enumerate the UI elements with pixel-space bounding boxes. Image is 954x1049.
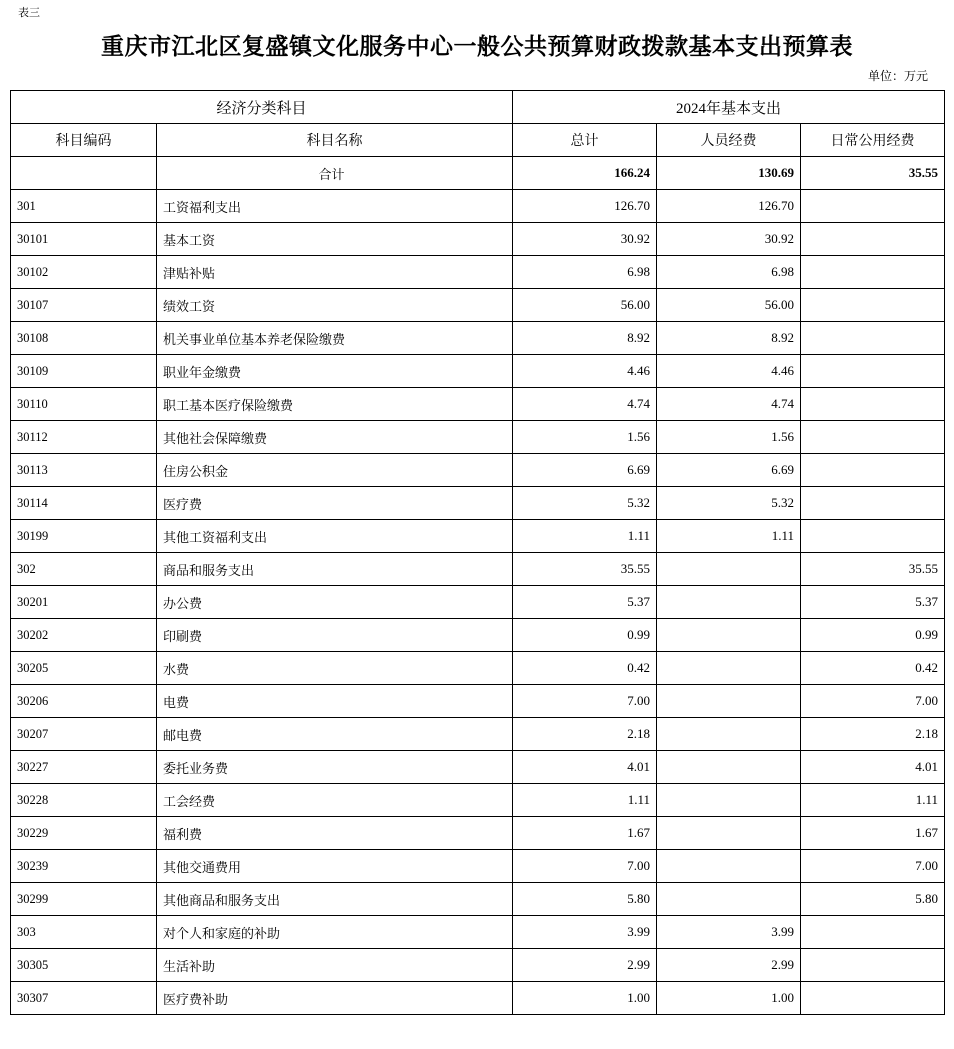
header-group-economic-category: 经济分类科目 <box>11 91 513 124</box>
cell-code: 30227 <box>11 751 157 784</box>
cell-total: 5.37 <box>513 586 657 619</box>
table-row <box>11 520 945 553</box>
cell-total: 1.56 <box>513 421 657 454</box>
cell-staff <box>657 883 801 916</box>
cell-daily: 35.55 <box>801 157 945 190</box>
cell-daily: 7.00 <box>801 850 945 883</box>
table-row <box>11 355 945 388</box>
cell-code: 30239 <box>11 850 157 883</box>
table-row <box>11 949 945 982</box>
cell-total: 4.46 <box>513 355 657 388</box>
cell-code: 30108 <box>11 322 157 355</box>
cell-name: 其他工资福利支出 <box>157 520 513 553</box>
cell-name: 办公费 <box>157 586 513 619</box>
cell-name: 邮电费 <box>157 718 513 751</box>
cell-daily <box>801 520 945 553</box>
cell-code: 30114 <box>11 487 157 520</box>
cell-daily <box>801 454 945 487</box>
table-body <box>11 157 945 1015</box>
cell-daily <box>801 916 945 949</box>
cell-total: 7.00 <box>513 685 657 718</box>
cell-daily: 0.42 <box>801 652 945 685</box>
table-row <box>11 652 945 685</box>
cell-staff <box>657 718 801 751</box>
cell-name: 基本工资 <box>157 223 513 256</box>
cell-name: 委托业务费 <box>157 751 513 784</box>
cell-daily <box>801 982 945 1015</box>
cell-name: 生活补助 <box>157 949 513 982</box>
cell-name: 合计 <box>157 157 513 190</box>
cell-daily: 1.67 <box>801 817 945 850</box>
cell-staff: 30.92 <box>657 223 801 256</box>
cell-code: 30102 <box>11 256 157 289</box>
cell-name: 商品和服务支出 <box>157 553 513 586</box>
cell-total: 126.70 <box>513 190 657 223</box>
cell-daily: 0.99 <box>801 619 945 652</box>
cell-total: 6.69 <box>513 454 657 487</box>
table-row <box>11 784 945 817</box>
cell-staff <box>657 553 801 586</box>
cell-staff: 2.99 <box>657 949 801 982</box>
cell-staff <box>657 850 801 883</box>
cell-staff: 3.99 <box>657 916 801 949</box>
table-row <box>11 487 945 520</box>
cell-staff: 4.46 <box>657 355 801 388</box>
cell-total: 1.11 <box>513 784 657 817</box>
cell-total: 1.11 <box>513 520 657 553</box>
cell-code: 30206 <box>11 685 157 718</box>
cell-total: 35.55 <box>513 553 657 586</box>
cell-total: 5.32 <box>513 487 657 520</box>
table-row-total <box>11 157 945 190</box>
table-row <box>11 289 945 322</box>
cell-staff <box>657 784 801 817</box>
cell-name: 电费 <box>157 685 513 718</box>
table-row <box>11 421 945 454</box>
cell-staff: 1.56 <box>657 421 801 454</box>
header-group-basic-expenditure: 2024年基本支出 <box>513 91 945 124</box>
unit-note: 单位：万元 <box>867 69 928 83</box>
cell-staff: 56.00 <box>657 289 801 322</box>
cell-total: 4.74 <box>513 388 657 421</box>
table-number-label: 表三 <box>18 7 40 19</box>
cell-staff <box>657 619 801 652</box>
table-row <box>11 718 945 751</box>
cell-staff: 1.11 <box>657 520 801 553</box>
cell-daily: 35.55 <box>801 553 945 586</box>
header-column-row <box>11 124 945 157</box>
cell-daily <box>801 487 945 520</box>
cell-name: 津贴补贴 <box>157 256 513 289</box>
cell-code: 30229 <box>11 817 157 850</box>
cell-total: 5.80 <box>513 883 657 916</box>
cell-name: 医疗费补助 <box>157 982 513 1015</box>
cell-total: 3.99 <box>513 916 657 949</box>
cell-name: 其他交通费用 <box>157 850 513 883</box>
cell-name: 绩效工资 <box>157 289 513 322</box>
cell-total: 1.67 <box>513 817 657 850</box>
cell-total: 2.18 <box>513 718 657 751</box>
cell-code: 303 <box>11 916 157 949</box>
table-row <box>11 685 945 718</box>
cell-daily: 2.18 <box>801 718 945 751</box>
cell-name: 其他社会保障缴费 <box>157 421 513 454</box>
header-col-daily-public-expense: 日常公用经费 <box>801 124 945 157</box>
cell-name: 职工基本医疗保险缴费 <box>157 388 513 421</box>
cell-name: 住房公积金 <box>157 454 513 487</box>
cell-name: 其他商品和服务支出 <box>157 883 513 916</box>
cell-daily <box>801 322 945 355</box>
cell-total: 8.92 <box>513 322 657 355</box>
cell-staff: 4.74 <box>657 388 801 421</box>
table-row <box>11 256 945 289</box>
cell-name: 工资福利支出 <box>157 190 513 223</box>
cell-code: 30110 <box>11 388 157 421</box>
table-row <box>11 916 945 949</box>
cell-code: 30199 <box>11 520 157 553</box>
cell-code: 30228 <box>11 784 157 817</box>
cell-code: 30107 <box>11 289 157 322</box>
cell-daily <box>801 421 945 454</box>
cell-daily <box>801 949 945 982</box>
cell-name: 福利费 <box>157 817 513 850</box>
cell-daily <box>801 388 945 421</box>
cell-staff: 6.98 <box>657 256 801 289</box>
cell-daily: 1.11 <box>801 784 945 817</box>
cell-staff: 1.00 <box>657 982 801 1015</box>
cell-code: 30305 <box>11 949 157 982</box>
cell-name: 水费 <box>157 652 513 685</box>
cell-total: 1.00 <box>513 982 657 1015</box>
table-row <box>11 190 945 223</box>
cell-code: 30307 <box>11 982 157 1015</box>
header-group-row <box>11 91 945 124</box>
cell-daily: 5.80 <box>801 883 945 916</box>
cell-staff <box>657 685 801 718</box>
table-row <box>11 553 945 586</box>
cell-code: 30112 <box>11 421 157 454</box>
cell-staff: 6.69 <box>657 454 801 487</box>
table-row <box>11 883 945 916</box>
cell-name: 印刷费 <box>157 619 513 652</box>
table-header <box>11 91 945 157</box>
table-row <box>11 817 945 850</box>
cell-total: 166.24 <box>513 157 657 190</box>
cell-staff: 126.70 <box>657 190 801 223</box>
page-title: 重庆市江北区复盛镇文化服务中心一般公共预算财政拨款基本支出预算表 <box>101 34 853 59</box>
cell-staff: 5.32 <box>657 487 801 520</box>
cell-name: 机关事业单位基本养老保险缴费 <box>157 322 513 355</box>
cell-total: 4.01 <box>513 751 657 784</box>
budget-table <box>10 90 945 1015</box>
cell-staff <box>657 817 801 850</box>
header-col-total: 总计 <box>513 124 657 157</box>
header-col-staff-expense: 人员经费 <box>657 124 801 157</box>
cell-total: 6.98 <box>513 256 657 289</box>
header-col-name: 科目名称 <box>157 124 513 157</box>
cell-code <box>11 157 157 190</box>
table-row <box>11 982 945 1015</box>
cell-staff: 8.92 <box>657 322 801 355</box>
table-row <box>11 619 945 652</box>
cell-code: 30202 <box>11 619 157 652</box>
cell-total: 7.00 <box>513 850 657 883</box>
cell-name: 职业年金缴费 <box>157 355 513 388</box>
table-row <box>11 322 945 355</box>
cell-staff <box>657 586 801 619</box>
cell-total: 30.92 <box>513 223 657 256</box>
cell-name: 对个人和家庭的补助 <box>157 916 513 949</box>
cell-code: 30109 <box>11 355 157 388</box>
cell-code: 301 <box>11 190 157 223</box>
table-row <box>11 388 945 421</box>
cell-name: 医疗费 <box>157 487 513 520</box>
table-row <box>11 586 945 619</box>
table-row <box>11 454 945 487</box>
cell-code: 302 <box>11 553 157 586</box>
cell-staff <box>657 751 801 784</box>
table-row <box>11 850 945 883</box>
cell-daily <box>801 355 945 388</box>
header-col-code: 科目编码 <box>11 124 157 157</box>
cell-daily: 4.01 <box>801 751 945 784</box>
cell-code: 30113 <box>11 454 157 487</box>
cell-total: 2.99 <box>513 949 657 982</box>
cell-daily <box>801 223 945 256</box>
cell-daily <box>801 190 945 223</box>
cell-total: 0.42 <box>513 652 657 685</box>
cell-daily: 7.00 <box>801 685 945 718</box>
cell-code: 30205 <box>11 652 157 685</box>
cell-code: 30201 <box>11 586 157 619</box>
cell-daily <box>801 256 945 289</box>
cell-code: 30299 <box>11 883 157 916</box>
cell-staff <box>657 652 801 685</box>
cell-staff: 130.69 <box>657 157 801 190</box>
cell-code: 30207 <box>11 718 157 751</box>
cell-daily: 5.37 <box>801 586 945 619</box>
table-row <box>11 223 945 256</box>
table-row <box>11 751 945 784</box>
cell-total: 0.99 <box>513 619 657 652</box>
cell-daily <box>801 289 945 322</box>
cell-total: 56.00 <box>513 289 657 322</box>
cell-name: 工会经费 <box>157 784 513 817</box>
cell-code: 30101 <box>11 223 157 256</box>
